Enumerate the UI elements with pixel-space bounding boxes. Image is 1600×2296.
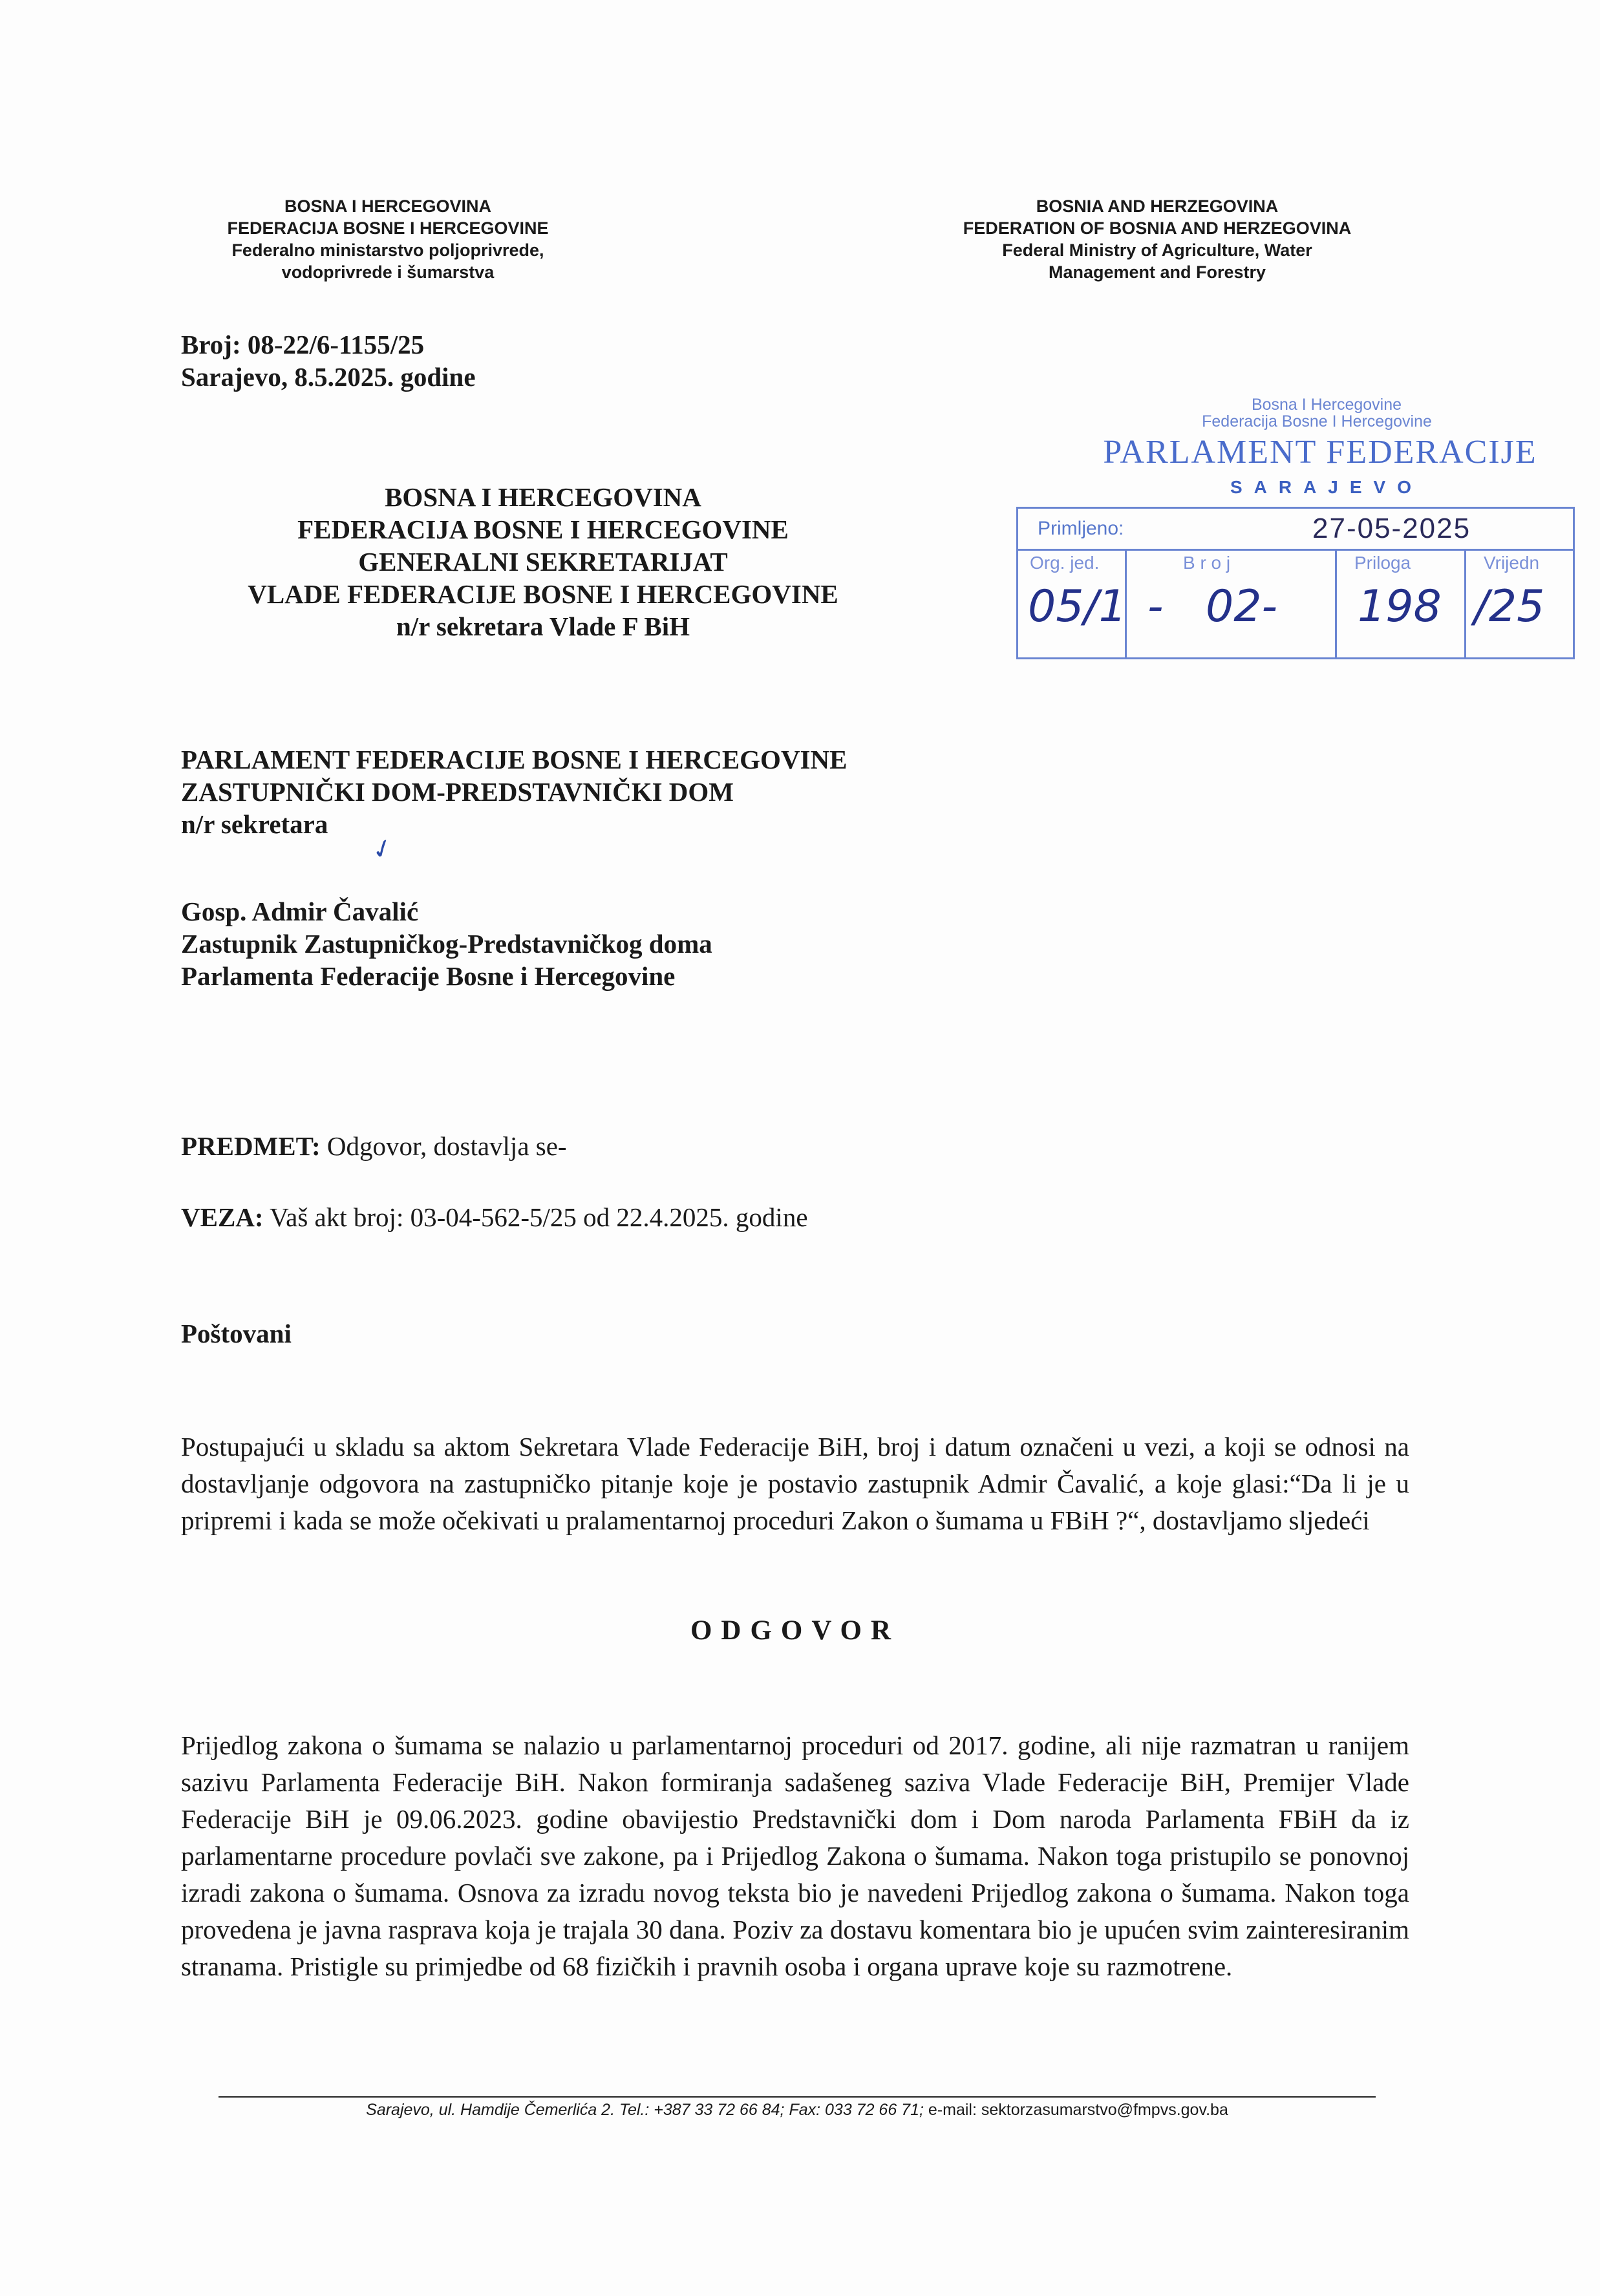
letterhead-english [892, 195, 1422, 283]
addressee [181, 895, 712, 992]
answer-title: ODGOVOR [690, 1615, 901, 1646]
recipient-line: ZASTUPNIČKI DOM-PREDSTAVNIČKI DOM [181, 777, 734, 807]
reference-number: Broj: 08-22/6-1155/25 [181, 330, 425, 359]
handwritten-broj: 02- [1206, 581, 1278, 632]
veza-label: VEZA: [181, 1202, 264, 1232]
letterhead-line: FEDERACIJA BOSNE I HERCEGOVINE [227, 218, 549, 238]
received-date: 27-05-2025 [1312, 513, 1471, 544]
handwritten-checkmark: ✓ [367, 831, 398, 867]
addressee-institution: Parlamenta Federacije Bosne i Hercegovine [181, 961, 676, 991]
greeting: Poštovani [181, 1319, 292, 1348]
recipient-line: BOSNA I HERCEGOVINA [385, 482, 701, 512]
letterhead-line: FEDERATION OF BOSNIA AND HERZEGOVINA [963, 218, 1352, 238]
letterhead-line: BOSNA I HERCEGOVINA [284, 197, 492, 216]
stamp-divider [1464, 551, 1466, 657]
recipient-government [168, 481, 918, 643]
stamp-city: SARAJEVO [1230, 477, 1424, 497]
stamp-line: Federacija Bosne I Hercegovine [1202, 412, 1432, 430]
answer-paragraph: Prijedlog zakona o šumama se nalazio u parlamentarnoj proceduri od 2017. godine, ali nije razmatran u ranijem sazivu Parlamenta Federacije BiH. Nakon formiranja sadašeneg saziva Vlade Federacije BiH, Premijer Vlade Federacije BiH je 09.06.2023. godine obavijestio Predstavnički dom i Dom naroda Parlamenta FBiH da iz parlamentarne procedure povlači sve zakone, pa i Prijedlog Zakona o šumama. Nakon toga pristupilo se ponovnoj izradi zakona o šumama. Osnova za izradu novog teksta bio je navedeni Prijedlog zakona o šumama. Nakon toga provedena je javna rasprava koja je trajala 30 dana. Poziv za dostavu komentara bio je upućen svim zainteresiranim stranama. Pristigle su primjedbe od 68 fizičkih i pravnih osoba i organa uprave koje su razmotrene. [181, 1730, 1409, 1981]
letterhead-line: Federalno ministarstvo poljoprivrede, [231, 240, 544, 260]
letterhead-line: vodoprivrede i šumarstva [281, 262, 495, 282]
recipient-line: GENERALNI SEKRETARIJAT [358, 547, 728, 577]
stamp-divider [1335, 551, 1337, 657]
stamp-received-row [1018, 509, 1573, 551]
stamp-col-broj: B r o j [1183, 553, 1231, 573]
stamp-title: PARLAMENT FEDERACIJE [1103, 434, 1537, 471]
document-reference [181, 328, 476, 393]
handwritten-vrijednost: /25 [1474, 581, 1545, 632]
subject-label: PREDMET: [181, 1131, 321, 1161]
letterhead-line: BOSNIA AND HERZEGOVINA [1036, 197, 1279, 216]
subject-text: Odgovor, dostavlja se- [320, 1131, 567, 1161]
received-stamp [1016, 396, 1572, 667]
recipient-line: n/r sekretara [181, 809, 328, 839]
handwritten-prilog: 198 [1358, 581, 1442, 632]
stamp-table [1016, 507, 1575, 659]
footer [219, 2101, 1376, 2120]
footer-contact: Sarajevo, ul. Hamdije Čemerlića 2. Tel.: +387 33 72 66 84; Fax: 033 72 66 71; [366, 2101, 928, 2119]
handwritten-dash: - [1147, 581, 1164, 632]
stamp-col-org: Org. jed. [1030, 553, 1100, 573]
place-date: Sarajevo, 8.5.2025. godine [181, 362, 476, 392]
stamp-line: Bosna I Hercegovine [1251, 396, 1402, 414]
addressee-name: Gosp. Admir Čavalić [181, 897, 419, 926]
letterhead-line: Federal Ministry of Agriculture, Water [1002, 240, 1312, 260]
footer-email: e-mail: sektorzasumarstvo@fmpvs.gov.ba [928, 2101, 1228, 2119]
recipient-line: VLADE FEDERACIJE BOSNE I HERCEGOVINE [248, 579, 838, 609]
received-label: Primljeno: [1038, 518, 1124, 539]
recipient-line: n/r sekretara Vlade F BiH [396, 611, 690, 641]
footer-divider [219, 2096, 1376, 2098]
intro-paragraph: Postupajući u skladu sa aktom Sekretara Vlade Federacije BiH, broj i datum označeni u vezi, a koji se odnosi na dostavljanje odgovora na zastupničko pitanje koje je postavio zastupnik Admir Čavalić, a koje glasi:“Da li je u pripremi i kada se može očekivati u pralamentarnoj proceduri Zakon o šumama u FBiH ?“, dostavljamo sljedeći [181, 1432, 1409, 1535]
stamp-col-prilog: Priloga [1354, 553, 1411, 573]
addressee-title: Zastupnik Zastupničkog-Predstavničkog doma [181, 929, 712, 959]
subject-line [181, 1128, 1409, 1165]
letterhead-line: Management and Forestry [1048, 262, 1266, 282]
handwritten-org: 05/1 [1028, 581, 1127, 632]
reference-link-line [181, 1199, 1409, 1236]
recipient-line: FEDERACIJA BOSNE I HERCEGOVINE [297, 515, 789, 544]
letterhead-bosnian [155, 195, 621, 283]
recipient-parliament [181, 743, 847, 840]
stamp-col-vrijednost: Vrijedn [1484, 553, 1540, 573]
veza-text: Vaš akt broj: 03-04-562-5/25 od 22.4.2025. godine [263, 1202, 808, 1232]
recipient-line: PARLAMENT FEDERACIJE BOSNE I HERCEGOVINE [181, 745, 848, 774]
